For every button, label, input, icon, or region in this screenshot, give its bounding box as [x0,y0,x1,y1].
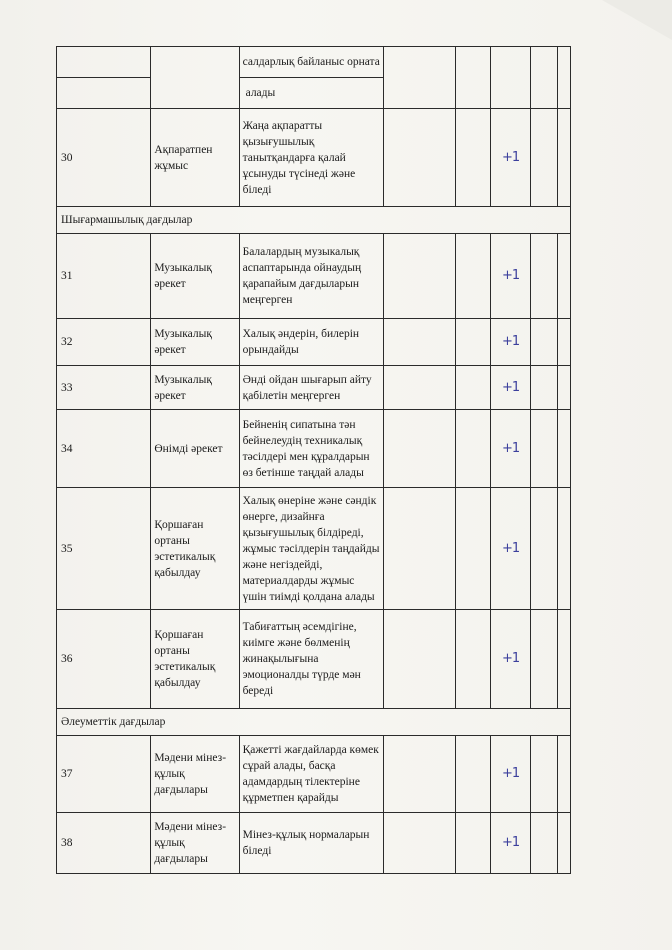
skill-description: Мінез-құлық нормаларын біледі [239,813,383,874]
handwritten-mark: +1 [501,440,520,456]
row-number: 31 [57,234,151,319]
handwritten-mark: +1 [501,334,520,349]
skill-description: Табиғаттың әсемдігіне, киімге және бөлменің жинақылығына эмоционалды түрде мән береді [239,610,383,709]
handwritten-mark: +1 [501,766,520,781]
handwritten-mark: +1 [501,540,520,556]
table-row [57,366,571,410]
handwritten-mark: +1 [501,835,520,850]
row-number: 36 [57,610,151,709]
table-row [57,488,571,610]
skill-area [151,47,239,109]
skill-description: Бейненің сипатына тән бейнелеудің техникалық тәсілдері мен құралдарын өз бетінше таңдай алады [239,410,383,488]
folded-corner [602,0,672,40]
row-number: 33 [57,366,151,410]
table-row [57,109,571,207]
table-row [57,813,571,874]
table-row [57,610,571,709]
skill-description: салдарлық байланыс орната [239,47,383,78]
skill-description: Халық әндерін, билерін орындайды [239,319,383,366]
skill-area: Мәдени мінез-құлық дағдылары [151,813,239,874]
row-number: 32 [57,319,151,366]
skill-area: Музыкалық әрекет [151,234,239,319]
skill-description: Балалардың музыкалық аспаптарында ойнаудың қарапайым дағдыларын меңгерген [239,234,383,319]
table-row [57,736,571,813]
row-number: 37 [57,736,151,813]
skill-description-continued: алады [239,78,383,109]
table-row [57,410,571,488]
skill-area: Музыкалық әрекет [151,319,239,366]
assessment-table [56,46,571,874]
section-row [57,207,571,234]
skill-description: Қажетті жағдайларда көмек сұрай алады, басқа адамдардың тілектеріне құрметпен қарайды [239,736,383,813]
section-heading: Шығармашылық дағдылар [57,207,571,234]
skill-area: Ақпаратпен жұмыс [151,109,239,207]
skill-description: Халық өнеріне және сәндік өнерге, дизайнға қызығушылық білдіреді, жұмыс тәсілдерін таңдайды және негіздейді, материалдарды жұмыс үшін тиімді қолдана алады [239,488,383,610]
section-heading: Әлеуметтік дағдылар [57,709,571,736]
row-number [57,47,151,78]
skill-area: Музыкалық әрекет [151,366,239,410]
skill-description: Әнді ойдан шығарып айту қабілетін меңгерген [239,366,383,410]
table-row [57,234,571,319]
skill-area: Мәдени мінез-құлық дағдылары [151,736,239,813]
row-number: 34 [57,410,151,488]
table-row [57,47,571,78]
row-number: 30 [57,109,151,207]
skill-area: Қоршаған ортаны эстетикалық қабылдау [151,488,239,610]
section-row [57,709,571,736]
skill-area: Өнімді әрекет [151,410,239,488]
skill-area: Қоршаған ортаны эстетикалық қабылдау [151,610,239,709]
skill-description: Жаңа ақпаратты қызығушылық танытқандарға қалай ұсынуды түсінеді және біледі [239,109,383,207]
handwritten-mark: +1 [501,651,520,666]
handwritten-mark: +1 [501,379,520,395]
table-row [57,319,571,366]
row-number: 35 [57,488,151,610]
handwritten-mark: +1 [501,149,520,165]
handwritten-mark: +1 [501,268,520,283]
row-number: 38 [57,813,151,874]
